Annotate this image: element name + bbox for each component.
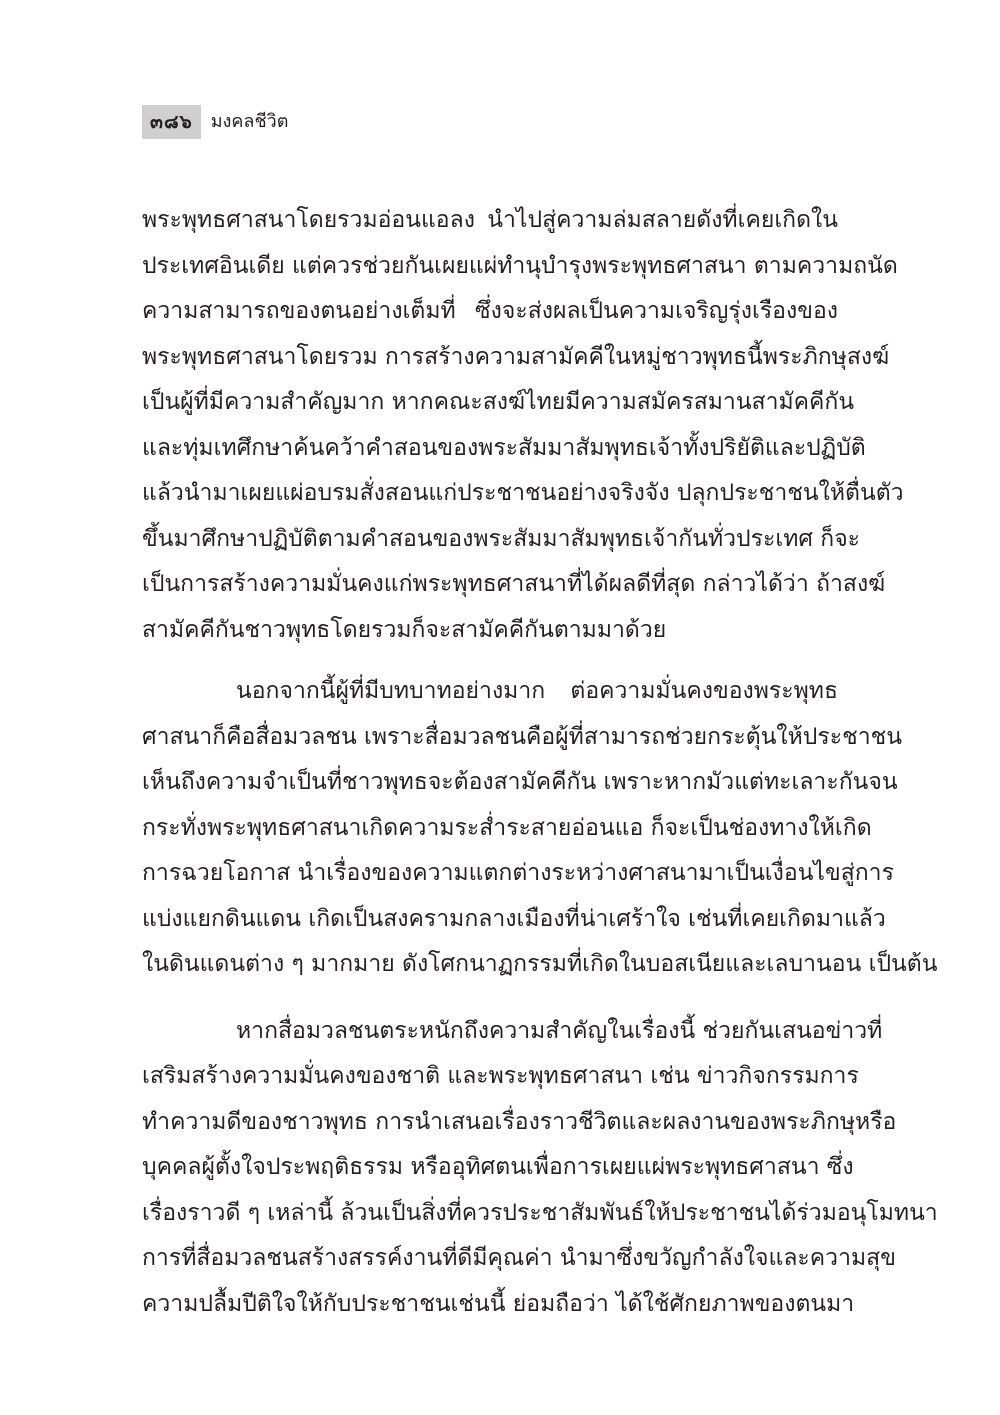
text-line: ขึ้นมาศึกษาปฏิบัติตามคำสอนของพระสัมมาสัมพุทธเจ้ากันทั่วประเทศ ก็จะ [142,525,861,552]
text-line: เรื่องราวดี ๆ เหล่านี้ ล้วนเป็นสิ่งที่ควรประชาสัมพันธ์ให้ประชาชนได้ร่วมอนุโมทนา [142,1199,938,1226]
page-number: ๓๘๖ [142,105,201,139]
text-line: กระทั่งพระพุทธศาสนาเกิดความระส่ำระสายอ่อนแอ ก็จะเป็นช่องทางให้เกิด [142,814,872,841]
text-line: หากสื่อมวลชนตระหนักถึงความสำคัญในเรื่องนี้ ช่วยกันเสนอข่าวที่ [236,1017,883,1044]
text-line: การฉวยโอกาส นำเรื่องของความแตกต่างระหว่างศาสนามาเป็นเงื่อนไขสู่การ [142,860,894,886]
text-line: ศาสนาก็คือสื่อมวลชน เพราะสื่อมวลชนคือผู้ที่สามารถช่วยกระตุ้นให้ประชาชน [142,723,902,750]
text-line: แบ่งแยกดินแดน เกิดเป็นสงครามกลางเมืองที่น่าเศร้าใจ เช่นที่เคยเกิดมาแล้ว [142,905,886,932]
text-line: ความสามารถของตนอย่างเต็มที่ ซึ่งจะส่งผลเป็นความเจริญรุ่งเรืองของ [142,298,838,324]
paragraph-3 [142,1009,938,1328]
text-line: บุคคลผู้ตั้งใจประพฤติธรรม หรืออุทิศตนเพื่อการเผยแผ่พระพุทธศาสนา ซึ่ง [142,1154,854,1180]
book-title: มงคลชีวิต [210,111,289,132]
text-line: เป็นการสร้างความมั่นคงแก่พระพุทธศาสนาที่ได้ผลดีที่สุด กล่าวได้ว่า ถ้าสงฆ์ [142,571,886,597]
text-line: เสริมสร้างความมั่นคงของชาติ และพระพุทธศาสนา เช่น ข่าวกิจกรรมการ [142,1063,859,1089]
text-line: และทุ่มเทศึกษาค้นคว้าคำสอนของพระสัมมาสัมพุทธเจ้าทั้งปริยัติและปฏิบัติ [142,434,866,461]
text-line: พระพุทธศาสนาโดยรวม การสร้างความสามัคคีในหมู่ชาวพุทธนี้พระภิกษุสงฆ์ [142,343,890,370]
text-line: เป็นผู้ที่มีความสำคัญมาก หากคณะสงฆ์ไทยมีความสมัครสมานสามัคคีกัน [142,389,855,415]
text-line: พระพุทธศาสนาโดยรวมอ่อนแอลง นำไปสู่ความล่มสลายดังที่เคยเกิดใน [142,207,838,233]
paragraph-2 [142,669,938,988]
paragraph-1 [142,198,904,653]
text-line: เห็นถึงความจำเป็นที่ชาวพุทธจะต้องสามัคคีกัน เพราะหากมัวแต่ทะเลาะกันจน [142,769,898,795]
text-line: สามัคคีกันชาวพุทธโดยรวมก็จะสามัคคีกันตามมาด้วย [142,616,667,643]
paragraph-spacer [142,653,838,669]
text-line: นอกจากนี้ผู้ที่มีบทบาทอย่างมาก ต่อความมั่นคงของพระพุทธ [236,678,838,704]
text-line: ความปลื้มปีติใจให้กับประชาชนเช่นนี้ ย่อมถือว่า ได้ใช้ศักยภาพของตนมา [142,1290,855,1317]
page-header [142,104,288,140]
text-line: ประเทศอินเดีย แต่ควรช่วยกันเผยแผ่ทำนุบำรุงพระพุทธศาสนา ตามความถนัด [142,252,898,279]
text-line: แล้วนำมาเผยแผ่อบรมสั่งสอนแก่ประชาชนอย่างจริงจัง ปลุกประชาชนให้ตื่นตัว [142,480,904,506]
text-line: ในดินแดนต่าง ๆ มากมาย ดังโศกนาฏกรรมที่เกิดในบอสเนียและเลบานอน เป็นต้น [142,951,938,977]
body-text [142,198,938,1327]
paragraph-spacer [142,988,838,1009]
text-line: ทำความดีของชาวพุทธ การนำเสนอเรื่องราวชีวิตและผลงานของพระภิกษุหรือ [142,1108,897,1135]
text-line: การที่สื่อมวลชนสร้างสรรค์งานที่ดีมีคุณค่า นำมาซึ่งขวัญกำลังใจและความสุข [142,1245,896,1271]
